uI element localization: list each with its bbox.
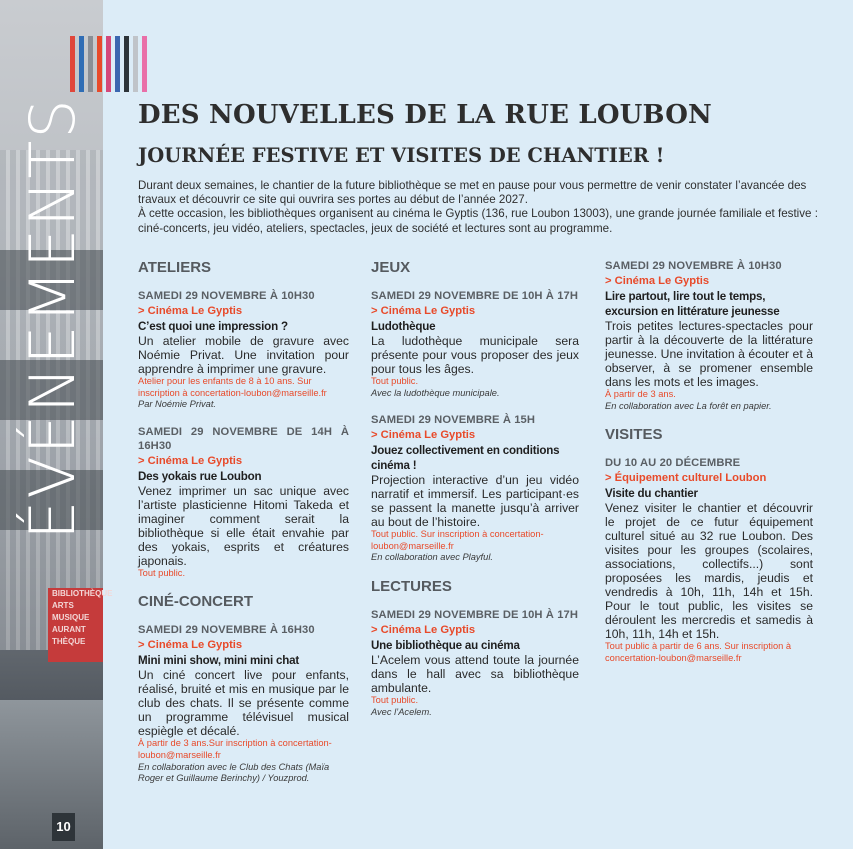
page-subtitle: JOURNÉE FESTIVE ET VISITES DE CHANTIER ! bbox=[138, 144, 665, 167]
event-place: > Cinéma Le Gyptis bbox=[371, 623, 476, 636]
event-description: Projection interactive d’un jeu vidéo narratif et immersif. Les participant·es se passent la manette jusqu’à arriver au bout de l’histoire. bbox=[371, 473, 579, 530]
event-note: Tout public. Sur inscription à concertation-loubon@marseille.fr bbox=[371, 529, 544, 551]
event-credit: En collaboration avec La forêt en papier. bbox=[605, 400, 772, 411]
event-title: Mini mini show, mini mini chat bbox=[138, 654, 300, 668]
event-place: > Équipement culturel Loubon bbox=[605, 472, 767, 485]
event-description: Venez imprimer un sac unique avec l’artiste plasticienne Hitomi Takeda et imaginer comment serait la bibliothèque si elle était envahie par des yokais, esprits et créatures japonais. bbox=[138, 483, 349, 568]
event-credit: En collaboration avec le Club des Chats (Maïa Roger et Guillaume Berinchy) / Youzprod. bbox=[138, 761, 330, 784]
event-place: > Cinéma Le Gyptis bbox=[371, 305, 476, 317]
event-place: > Cinéma Le Gyptis bbox=[138, 639, 243, 652]
vertical-section-title bbox=[15, 96, 89, 540]
event-note: Tout public. bbox=[371, 376, 419, 386]
event-block bbox=[371, 413, 579, 564]
event-title: C’est quoi une impression ? bbox=[138, 320, 288, 333]
page-number: 10 bbox=[52, 813, 75, 841]
intro-text bbox=[138, 179, 818, 236]
event-note: À partir de 3 ans.Sur inscription à concertation-loubon@marseille.fr bbox=[138, 738, 332, 760]
event-place: > Cinéma Le Gyptis bbox=[138, 305, 243, 317]
event-credit: Avec la ludothèque municipale. bbox=[371, 387, 500, 398]
event-date: SAMEDI 29 NOVEMBRE DE 10H À 17H bbox=[371, 608, 579, 621]
stripe bbox=[97, 36, 102, 92]
event-title: Une bibliothèque au cinéma bbox=[371, 638, 520, 652]
stripe bbox=[70, 36, 75, 92]
column-jeux bbox=[371, 259, 579, 732]
event-place: > Cinéma Le Gyptis bbox=[138, 454, 243, 467]
event-block bbox=[371, 289, 579, 399]
stripe bbox=[133, 36, 138, 92]
event-description: Un ciné concert live pour enfants, réalisé, bruité et mis en musique par le club des chats. Il se présente comme un programme télévisuel musical espiègle et décalé. bbox=[138, 668, 349, 739]
event-date: SAMEDI 29 NOVEMBRE À 10H30 bbox=[138, 290, 315, 302]
event-date: SAMEDI 29 NOVEMBRE DE 14H À 16H30 bbox=[138, 425, 349, 452]
stripe bbox=[79, 36, 84, 92]
intro-paragraph: À cette occasion, les bibliothèques organisent au cinéma le Gyptis (136, rue Loubon 13003), une grande journée familiale et festive : ciné-concerts, jeu vidéo, ateliers, spectacles, jeux de société et lectures sont au programme. bbox=[138, 207, 818, 235]
section-heading-cine-concert: CINÉ-CONCERT bbox=[138, 593, 253, 611]
event-credit: Avec l’Acelem. bbox=[371, 706, 432, 717]
page-title: DES NOUVELLES DE LA RUE LOUBON bbox=[138, 100, 713, 130]
event-credit: En collaboration avec Playful. bbox=[371, 552, 493, 563]
event-block bbox=[138, 425, 349, 580]
event-title: Jouez collectivement en conditions cinéma ! bbox=[371, 444, 560, 473]
event-note: Tout public. bbox=[371, 694, 419, 705]
stripe bbox=[88, 36, 93, 92]
event-description: L’Acelem vous attend toute la journée dans le hall avec sa bibliothèque ambulante. bbox=[371, 652, 579, 695]
event-place: > Cinéma Le Gyptis bbox=[371, 429, 476, 442]
stripe bbox=[106, 36, 111, 92]
column-ateliers bbox=[138, 259, 349, 799]
section-heading-ateliers: ATELIERS bbox=[138, 259, 212, 276]
event-note: À partir de 3 ans. bbox=[605, 389, 676, 399]
cover-photo bbox=[0, 0, 113, 849]
column-lectures-visites bbox=[605, 259, 813, 678]
event-description: Un atelier mobile de gravure avec Noémie Privat. Une invitation pour apprendre à imprimer une gravure. bbox=[138, 334, 349, 376]
event-block bbox=[138, 623, 349, 784]
sign-text: ARTS MUSIQUE bbox=[52, 601, 90, 622]
event-block bbox=[371, 608, 579, 718]
stripe bbox=[115, 36, 120, 92]
intro-paragraph: Durant deux semaines, le chantier de la future bibliothèque se met en pause pour vous permettre de venir constater l’avancée des travaux et découvrir ce site qui ouvrira ses portes au début de l’année 2027. bbox=[138, 179, 807, 207]
event-description: La ludothèque municipale sera présente pour vous proposer des jeux pour tous les âges. bbox=[371, 334, 579, 376]
event-note: Atelier pour les enfants de 8 à 10 ans. Sur inscription à concertation-loubon@marseille.fr bbox=[138, 376, 327, 398]
event-block bbox=[605, 259, 813, 412]
event-note: Tout public à partir de 6 ans. Sur inscription à concertation-loubon@marseille.fr bbox=[605, 641, 792, 663]
event-date: SAMEDI 29 NOVEMBRE À 15H bbox=[371, 414, 536, 427]
event-title: Visite du chantier bbox=[605, 487, 698, 501]
vertical-title-text: ÉVÉNEMENTS bbox=[15, 96, 89, 540]
event-credit: Par Noémie Privat. bbox=[138, 399, 217, 410]
section-heading-visites: VISITES bbox=[605, 426, 663, 444]
event-note: Tout public. bbox=[138, 567, 186, 578]
event-block bbox=[138, 289, 349, 411]
sign-text: THÈQUE bbox=[52, 637, 86, 646]
sign-text: AURANT bbox=[52, 625, 86, 634]
stripe bbox=[124, 36, 129, 92]
stripe bbox=[142, 36, 147, 92]
event-place: > Cinéma Le Gyptis bbox=[605, 275, 710, 287]
section-heading-lectures: LECTURES bbox=[371, 577, 452, 595]
library-sign bbox=[48, 588, 113, 662]
sign-text: BIBLIOTHÈQUE bbox=[52, 589, 113, 598]
event-block bbox=[605, 456, 813, 664]
event-date: DU 10 AU 20 DÉCEMBRE bbox=[605, 457, 741, 470]
event-title: Des yokais rue Loubon bbox=[138, 469, 262, 483]
section-heading-jeux: JEUX bbox=[371, 259, 411, 276]
event-date: SAMEDI 29 NOVEMBRE À 10H30 bbox=[605, 260, 782, 272]
event-title: Ludothèque bbox=[371, 320, 436, 333]
event-date: SAMEDI 29 NOVEMBRE À 16H30 bbox=[138, 624, 315, 637]
event-description: Venez visiter le chantier et découvrir le projet de ce futur équipement culturel situé au 32 rue Loubon. Des visites pour les groupes (scolaires, associations, collectifs...) sont proposées les mardis, jeudis et vendredis à 10h, 11h, 14h et 15h. Pour le tout public, les visites se déroulent les mercredis et samedis à 10h, 11h, 14h et 15h. bbox=[605, 501, 813, 642]
event-description: Trois petites lectures-spectacles pour partir à la découverte de la littérature jeunesse. Une invitation à écouter et à observer, à se promener ensemble dans les mots et les images. bbox=[605, 319, 813, 389]
event-date: SAMEDI 29 NOVEMBRE DE 10H À 17H bbox=[371, 290, 579, 302]
decorative-stripes bbox=[70, 36, 160, 92]
event-title: Lire partout, lire tout le temps, excursion en littérature jeunesse bbox=[605, 290, 780, 318]
